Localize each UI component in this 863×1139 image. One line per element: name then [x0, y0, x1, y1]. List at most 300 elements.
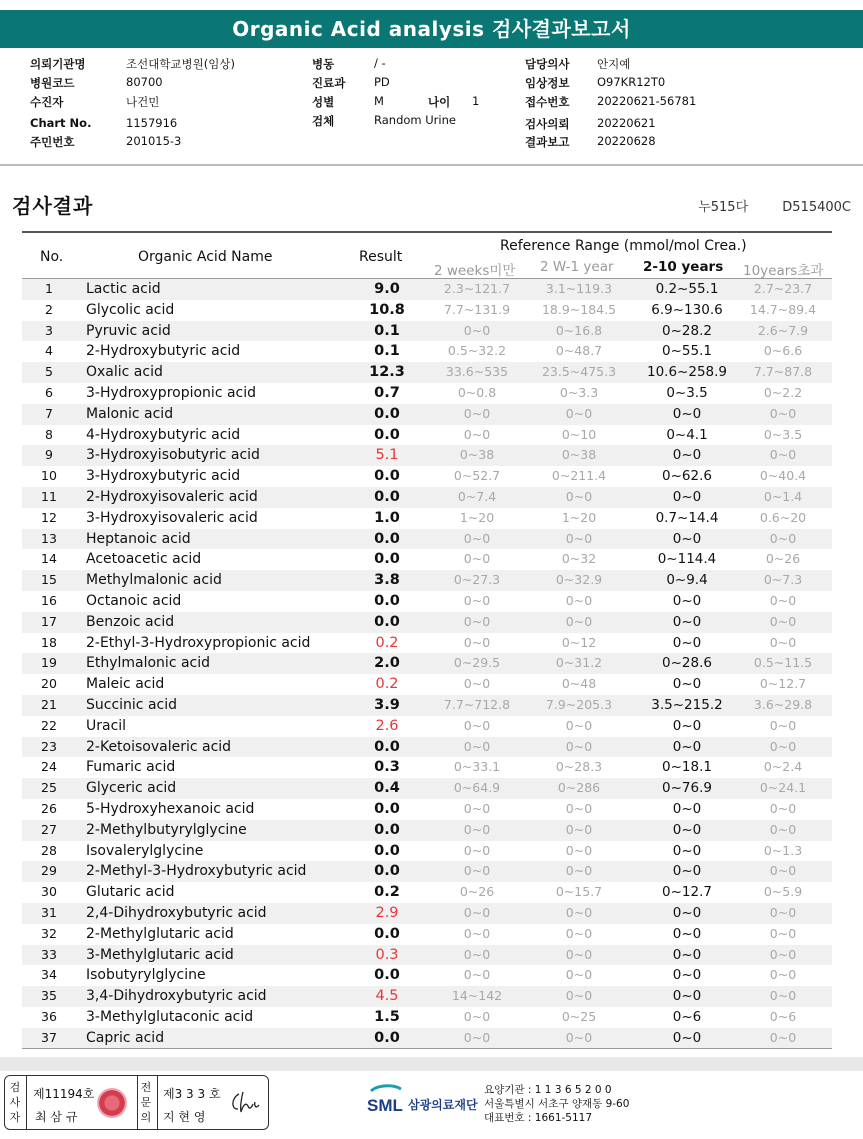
info-label: 검체	[312, 114, 335, 128]
range-2w-1y: 0~0	[565, 842, 593, 858]
table-row	[22, 903, 832, 924]
range-2-10y: 0~0	[672, 676, 702, 693]
range-2-10y: 0~12.7	[662, 884, 712, 901]
row-no: 5	[45, 364, 53, 380]
range-2-10y: 0~0	[672, 904, 702, 921]
table-row	[22, 612, 832, 633]
row-no: 22	[41, 717, 57, 733]
row-no: 21	[41, 696, 57, 712]
range-2-weeks: 0~0	[463, 592, 491, 608]
row-no: 11	[41, 488, 57, 504]
row-no: 24	[41, 759, 57, 775]
range-10y-plus: 0~12.7	[759, 676, 807, 692]
range-10y-plus: 0~2.2	[763, 384, 803, 400]
range-2w-1y: 0~211.4	[551, 468, 607, 484]
table-row	[22, 633, 832, 654]
range-2w-1y: 0~0	[565, 800, 593, 816]
range-10y-plus: 0~0	[769, 967, 797, 983]
table-row	[22, 529, 832, 550]
table-row	[22, 737, 832, 758]
header-no: No.	[40, 249, 64, 265]
range-2-10y: 0~0	[672, 1029, 702, 1046]
range-2-weeks: 0~0	[463, 426, 491, 442]
info-label: 수진자	[30, 95, 64, 109]
table-row	[22, 1028, 832, 1049]
range-2w-1y: 3.1~119.3	[545, 281, 613, 296]
range-10y-plus: 0~0	[769, 863, 797, 879]
info-value: Random Urine	[374, 113, 456, 127]
range-10y-plus: 0~0	[769, 738, 797, 754]
range-2-10y: 0.2~55.1	[655, 281, 719, 297]
acid-name: Fumaric acid	[86, 759, 176, 776]
range-10y-plus: 2.7~23.7	[753, 281, 813, 296]
range-2-10y: 0~0	[672, 530, 702, 547]
range-2w-1y: 0~38	[561, 447, 597, 463]
range-2w-1y: 0~0	[565, 1029, 593, 1045]
result-value: 0.0	[374, 592, 400, 609]
acid-name: 2,4-Dihydroxybutyric acid	[86, 904, 267, 921]
address-line: 서울특별시 서초구 양재동 9-60	[484, 1098, 630, 1110]
range-2-10y: 0~0	[672, 946, 702, 963]
result-value: 4.5	[375, 988, 399, 1005]
range-2w-1y: 0~0	[565, 488, 593, 504]
info-value: 20220628	[597, 134, 656, 148]
range-2-10y: 0~0	[672, 925, 702, 942]
info-value: PD	[374, 75, 390, 89]
table-row	[22, 820, 832, 841]
acid-name: Malonic acid	[86, 405, 174, 422]
row-no: 20	[41, 676, 57, 692]
acid-name: Heptanoic acid	[86, 530, 191, 547]
range-2w-1y: 0~0	[565, 592, 593, 608]
result-value: 0.0	[374, 738, 400, 755]
range-10y-plus: 0~0	[769, 988, 797, 1004]
info-value: 201015-3	[126, 134, 182, 148]
result-value: 1.0	[374, 509, 400, 526]
range-2w-1y: 0~286	[557, 780, 601, 796]
range-10y-plus: 0~0	[769, 530, 797, 546]
table-row	[22, 986, 832, 1007]
acid-name: 3-Hydroxyisobutyric acid	[86, 447, 260, 464]
range-2-weeks: 14~142	[451, 988, 503, 1004]
specialist-label: 전문의	[140, 1081, 152, 1124]
range-2w-1y: 0~0	[565, 613, 593, 629]
divider	[0, 164, 863, 166]
row-no: 4	[45, 343, 53, 359]
range-2-weeks: 0~0	[463, 405, 491, 421]
row-no: 36	[41, 1008, 57, 1024]
result-value: 3.8	[374, 572, 400, 589]
range-2-10y: 0~0	[672, 717, 702, 734]
acid-name: 2-Hydroxybutyric acid	[86, 343, 241, 360]
result-value: 0.0	[374, 488, 400, 505]
table-row	[22, 445, 832, 466]
range-2-weeks: 0~0	[463, 925, 491, 941]
range-10y-plus: 0~0	[769, 613, 797, 629]
range-2w-1y: 0~0	[565, 717, 593, 733]
info-row-department	[312, 75, 512, 93]
range-2-10y: 0~0	[672, 447, 702, 464]
table-row	[22, 924, 832, 945]
row-no: 14	[41, 551, 57, 567]
range-2-10y: 0.7~14.4	[655, 509, 719, 526]
range-2-10y: 0~0	[672, 488, 702, 505]
table-row	[22, 300, 832, 321]
range-2-weeks: 7.7~131.9	[443, 301, 511, 317]
row-no: 12	[41, 509, 57, 525]
info-label: Chart No.	[30, 116, 92, 130]
range-2-weeks: 0.5~32.2	[447, 343, 507, 359]
table-row	[22, 778, 832, 799]
age-label: 나이	[428, 95, 451, 109]
range-2-weeks: 0~52.7	[453, 468, 501, 484]
range-10y-plus: 0~0	[769, 925, 797, 941]
range-10y-plus: 0.6~20	[759, 509, 807, 525]
range-2-weeks: 0~0	[463, 842, 491, 858]
range-2-weeks: 0~0	[463, 676, 491, 692]
range-2-weeks: 0~64.9	[453, 780, 501, 796]
acid-name: Capric acid	[86, 1029, 165, 1046]
range-2-weeks: 0~0	[463, 613, 491, 629]
range-10y-plus: 0~3.5	[763, 426, 803, 442]
results-table	[22, 231, 832, 1049]
footer-band	[0, 1057, 863, 1071]
row-no: 26	[41, 800, 57, 816]
range-2-10y: 0~0	[672, 863, 702, 880]
result-value: 2.0	[374, 655, 400, 672]
info-row-report-date	[525, 134, 775, 152]
range-2w-1y: 0~48.7	[555, 343, 603, 359]
range-10y-plus: 3.6~29.8	[753, 696, 813, 712]
range-2-10y: 0~0	[672, 405, 702, 422]
result-value: 0.7	[374, 384, 400, 401]
table-row	[22, 466, 832, 487]
range-2w-1y: 18.9~184.5	[541, 301, 617, 317]
table-row	[22, 362, 832, 383]
range-2w-1y: 0~0	[565, 904, 593, 920]
range-2-weeks: 0~7.4	[457, 488, 497, 504]
row-no: 34	[41, 967, 57, 983]
range-10y-plus: 0~6	[769, 1008, 797, 1024]
row-no: 33	[41, 946, 57, 962]
info-value: 조선대학교병원(임상)	[126, 57, 235, 71]
row-no: 8	[45, 426, 53, 442]
row-no: 6	[45, 384, 53, 400]
test-code: 누515다	[698, 200, 749, 215]
row-no: 35	[41, 988, 57, 1004]
examiner-id: 제11194호	[33, 1087, 95, 1101]
range-2-weeks: 33.6~535	[445, 364, 509, 380]
table-row	[22, 945, 832, 966]
range-2w-1y: 0~12	[561, 634, 597, 650]
info-value: 20220621-56781	[597, 94, 697, 108]
acid-name: 2-Methylglutaric acid	[86, 925, 234, 942]
result-value: 0.2	[375, 676, 399, 693]
range-10y-plus: 0~2.4	[763, 759, 803, 775]
row-no: 19	[41, 655, 57, 671]
acid-name: 2-Methyl-3-Hydroxybutyric acid	[86, 863, 307, 880]
table-body	[22, 279, 832, 1048]
info-value: 1157916	[126, 116, 178, 130]
range-2w-1y: 0~25	[561, 1008, 597, 1024]
table-row	[22, 591, 832, 612]
range-2-10y: 6.9~130.6	[651, 301, 723, 318]
range-2w-1y: 0~32.9	[555, 572, 603, 588]
logo-text: SML	[367, 1096, 403, 1115]
range-2w-1y: 0~15.7	[555, 884, 603, 900]
range-2w-1y: 0~0	[565, 530, 593, 546]
info-label: 주민번호	[30, 135, 75, 149]
result-value: 10.8	[369, 301, 405, 318]
info-label: 병원코드	[30, 76, 75, 90]
info-value: 20220621	[597, 116, 656, 130]
range-2-weeks: 0~0	[463, 967, 491, 983]
info-row-hospital-code	[30, 75, 290, 93]
range-2-weeks: 0~33.1	[453, 759, 501, 775]
result-value: 0.0	[374, 530, 400, 547]
range-2-10y: 0~0	[672, 634, 702, 651]
range-2-10y: 0~0	[672, 738, 702, 755]
age-value: 1	[472, 94, 480, 108]
acid-name: Uracil	[86, 717, 127, 734]
range-2-10y: 0~0	[672, 821, 702, 838]
info-row-chart-no	[30, 116, 290, 134]
acid-name: Succinic acid	[86, 696, 178, 713]
range-2-weeks: 0~0	[463, 717, 491, 733]
info-value: 80700	[126, 75, 163, 89]
range-2-10y: 0~0	[672, 988, 702, 1005]
range-2-10y: 0~62.6	[662, 468, 712, 485]
row-no: 29	[41, 863, 57, 879]
acid-name: Methylmalonic acid	[86, 572, 222, 589]
range-2-weeks: 2.3~121.7	[443, 281, 511, 296]
section-title: 검사결과	[12, 194, 94, 218]
acid-name: Ethylmalonic acid	[86, 655, 211, 672]
range-2-10y: 0~28.6	[662, 655, 712, 672]
range-10y-plus: 0~0	[769, 821, 797, 837]
info-row-clinical-info	[525, 75, 775, 93]
row-no: 1	[45, 281, 53, 296]
table-row	[22, 1007, 832, 1028]
result-value: 0.0	[374, 1029, 400, 1046]
result-value: 0.0	[374, 821, 400, 838]
range-2-10y: 3.5~215.2	[651, 696, 723, 713]
acid-name: Lactic acid	[86, 281, 161, 297]
info-value: 안지예	[597, 57, 631, 71]
acid-name: 2-Hydroxyisovaleric acid	[86, 488, 258, 505]
acid-name: 3-Hydroxybutyric acid	[86, 468, 241, 485]
result-value: 0.0	[374, 426, 400, 443]
range-2-10y: 10.6~258.9	[646, 364, 728, 381]
table-row	[22, 383, 832, 404]
row-no: 25	[41, 780, 57, 796]
range-2w-1y: 0~0	[565, 946, 593, 962]
table-row	[22, 549, 832, 570]
range-2w-1y: 7.9~205.3	[545, 696, 613, 712]
table-row	[22, 487, 832, 508]
result-value: 0.3	[374, 759, 400, 776]
signature-icon	[229, 1090, 263, 1116]
range-2-10y: 0~76.9	[662, 780, 712, 797]
range-10y-plus: 0~0	[769, 904, 797, 920]
acid-name: Isobutyrylglycine	[86, 967, 206, 984]
info-row-institution	[30, 56, 290, 74]
range-2-10y: 0~0	[672, 967, 702, 984]
range-10y-plus: 0~0	[769, 800, 797, 816]
result-value: 0.0	[374, 468, 400, 485]
info-value: 나건민	[126, 95, 160, 109]
range-2w-1y: 0~32	[561, 551, 597, 567]
acid-name: 3-Hydroxypropionic acid	[86, 384, 257, 401]
row-no: 17	[41, 613, 57, 629]
header-range-3: 2-10 years	[643, 259, 724, 275]
table-end-line	[22, 1048, 832, 1049]
range-2w-1y: 0~0	[565, 988, 593, 1004]
table-row	[22, 653, 832, 674]
range-2-weeks: 0~0	[463, 904, 491, 920]
row-no: 28	[41, 842, 57, 858]
table-row	[22, 841, 832, 862]
info-label: 담당의사	[525, 57, 570, 71]
range-2w-1y: 0~48	[561, 676, 597, 692]
range-2w-1y: 0~0	[565, 925, 593, 941]
info-row-ward	[312, 56, 512, 74]
divider	[157, 1076, 158, 1129]
divider	[137, 1076, 138, 1129]
result-value: 0.3	[375, 946, 399, 963]
row-no: 32	[41, 925, 57, 941]
table-row	[22, 425, 832, 446]
result-value: 0.2	[375, 634, 399, 651]
range-2-weeks: 0~0	[463, 551, 491, 567]
result-value: 0.0	[374, 967, 400, 984]
acid-name: 3,4-Dihydroxybutyric acid	[86, 988, 267, 1005]
range-2w-1y: 1~20	[561, 509, 597, 525]
table-row	[22, 716, 832, 737]
info-label: 접수번호	[525, 95, 570, 109]
range-2-weeks: 0~0	[463, 738, 491, 754]
result-value: 1.5	[374, 1008, 400, 1025]
row-no: 16	[41, 592, 57, 608]
acid-name: Isovalerylglycine	[86, 842, 204, 859]
info-row-specimen	[312, 113, 512, 131]
acid-name: Glutaric acid	[86, 884, 175, 901]
row-no: 30	[41, 884, 57, 900]
range-2w-1y: 0~3.3	[559, 384, 599, 400]
row-no: 13	[41, 530, 57, 546]
info-row-sex-age	[312, 94, 512, 112]
table-row	[22, 757, 832, 778]
header-range-1: 2 weeks미만	[434, 263, 516, 279]
address-line: 요양기관 : 1 1 3 6 5 2 0 0	[484, 1084, 612, 1096]
org-name: 삼광의료재단	[408, 1098, 478, 1112]
seal-stamp-icon	[97, 1088, 127, 1118]
header-name: Organic Acid Name	[138, 249, 273, 265]
table-row	[22, 508, 832, 529]
range-2w-1y: 0~31.2	[555, 655, 603, 671]
acid-name: 3-Hydroxyisovaleric acid	[86, 509, 258, 526]
range-10y-plus: 2.6~7.9	[757, 322, 809, 338]
header-result: Result	[359, 249, 403, 265]
range-2w-1y: 0~0	[565, 863, 593, 879]
result-value: 0.2	[374, 884, 400, 901]
range-10y-plus: 0~0	[769, 405, 797, 421]
range-2-10y: 0~0	[672, 800, 702, 817]
info-value: M	[374, 94, 384, 108]
range-2-weeks: 0~0	[463, 530, 491, 546]
examiner-label: 검사자	[9, 1081, 21, 1124]
range-2w-1y: 23.5~475.3	[541, 364, 617, 380]
range-2-weeks: 7.7~712.8	[443, 696, 511, 712]
range-2-10y: 0~4.1	[666, 426, 708, 443]
range-2-10y: 0~0	[672, 842, 702, 859]
row-no: 7	[45, 405, 53, 421]
range-2-10y: 0~0	[672, 613, 702, 630]
range-2-10y: 0~0	[672, 592, 702, 609]
info-label: 병동	[312, 57, 335, 71]
range-10y-plus: 0~1.4	[763, 488, 803, 504]
range-2-10y: 0~55.1	[662, 343, 712, 360]
result-value: 0.4	[374, 780, 400, 797]
info-label: 의뢰기관명	[30, 57, 86, 71]
range-2-weeks: 0~0	[463, 322, 491, 338]
table-row	[22, 674, 832, 695]
info-row-request-date	[525, 116, 775, 134]
sml-logo-icon	[365, 1083, 407, 1117]
acid-name: Acetoacetic acid	[86, 551, 202, 568]
range-2-weeks: 0~0.8	[457, 384, 497, 400]
range-10y-plus: 0~0	[769, 634, 797, 650]
result-value: 3.9	[374, 696, 400, 713]
result-value: 5.1	[375, 447, 399, 464]
acid-name: 5-Hydroxyhexanoic acid	[86, 800, 255, 817]
table-row	[22, 341, 832, 362]
table-row	[22, 279, 832, 300]
range-2w-1y: 0~0	[565, 967, 593, 983]
divider	[26, 1076, 27, 1129]
report-title: Organic Acid analysis 검사결과보고서	[0, 10, 863, 48]
table-row	[22, 882, 832, 903]
result-value: 12.3	[369, 364, 405, 381]
table-row	[22, 695, 832, 716]
info-label: 검사의뢰	[525, 117, 570, 131]
acid-name: Benzoic acid	[86, 613, 175, 630]
range-10y-plus: 0~26	[765, 551, 801, 567]
range-2-10y: 0~3.5	[666, 384, 708, 401]
result-value: 2.6	[375, 717, 399, 734]
range-2-10y: 0~9.4	[666, 572, 708, 589]
header-range-4: 10years초과	[743, 263, 824, 279]
range-2-weeks: 0~26	[459, 884, 495, 900]
range-10y-plus: 7.7~87.8	[753, 364, 813, 380]
range-2w-1y: 0~16.8	[555, 322, 603, 338]
range-2w-1y: 0~28.3	[555, 759, 603, 775]
info-label: 진료과	[312, 76, 346, 90]
result-value: 2.9	[375, 904, 399, 921]
table-row	[22, 321, 832, 342]
row-no: 23	[41, 738, 57, 754]
acid-name: Oxalic acid	[86, 364, 163, 381]
table-row	[22, 861, 832, 882]
range-2-weeks: 0~0	[463, 821, 491, 837]
range-2-10y: 0~28.2	[662, 322, 712, 339]
row-no: 31	[41, 904, 57, 920]
range-10y-plus: 0~0	[769, 592, 797, 608]
info-value: / -	[374, 56, 386, 70]
info-value: O97KR12T0	[597, 75, 666, 89]
info-row-patient	[30, 94, 290, 112]
range-10y-plus: 0~5.9	[763, 884, 803, 900]
